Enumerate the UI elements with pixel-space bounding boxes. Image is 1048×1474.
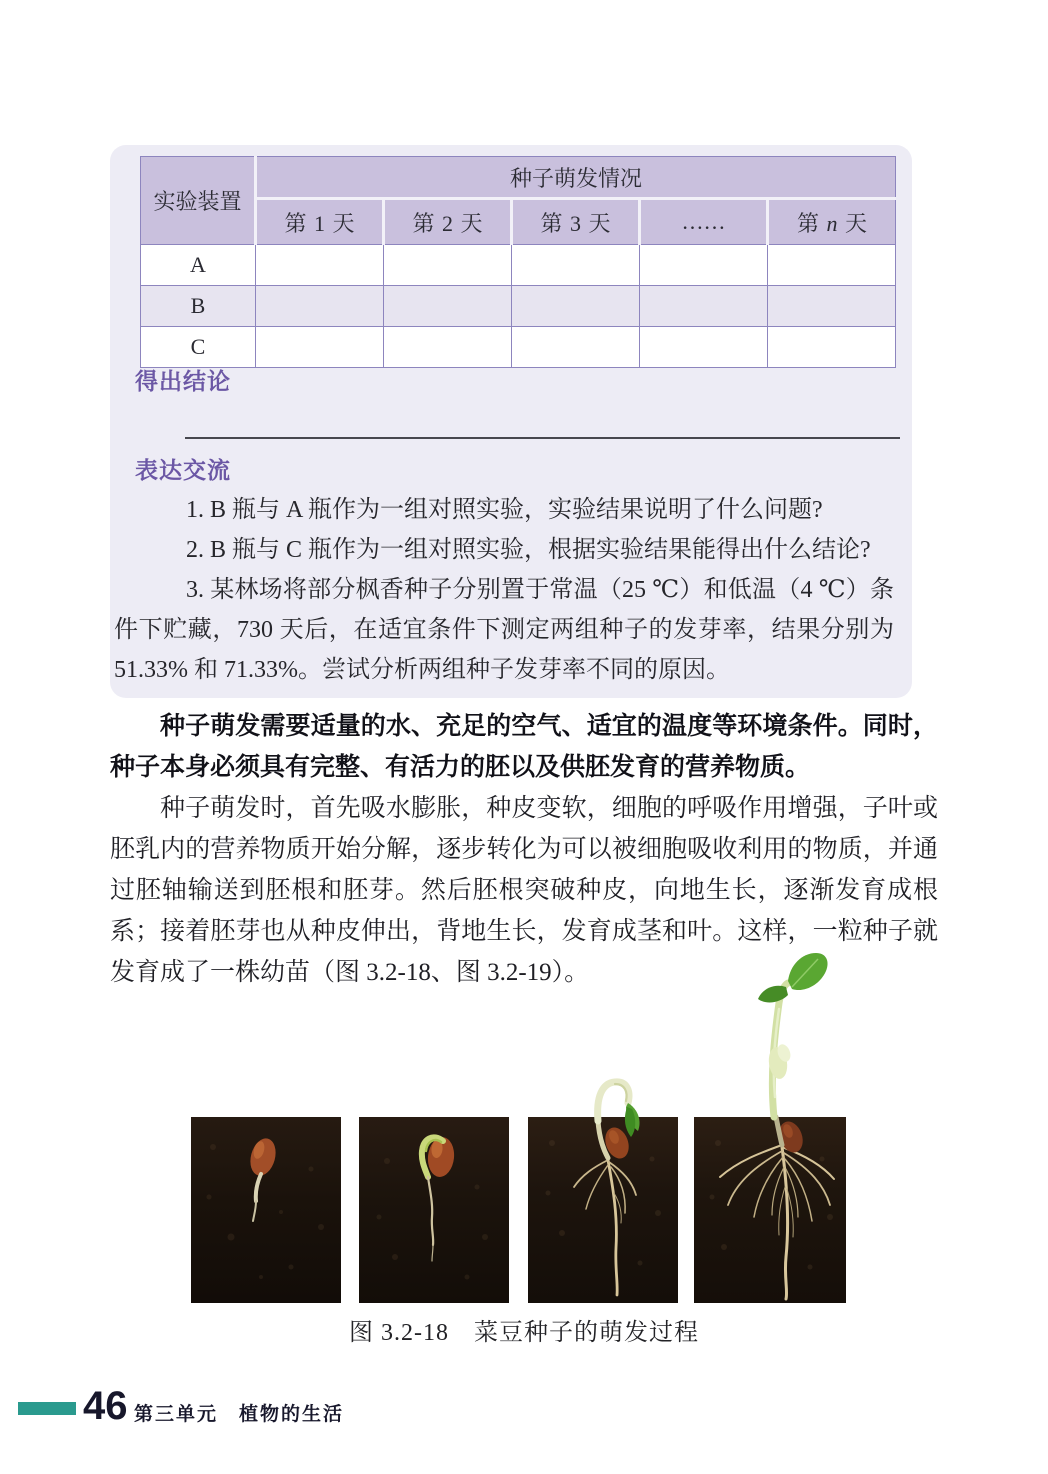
young-seedling-illustration: [694, 947, 846, 1303]
empty-cell: [384, 245, 512, 286]
table-corner-header: 实验装置: [141, 157, 256, 245]
day-suffix: 天: [839, 210, 868, 236]
conclusion-heading: 得出结论: [135, 368, 231, 394]
discussion-questions: [114, 490, 894, 690]
question-item-2: 2. B 瓶与 C 瓶作为一组对照实验，根据实验结果能得出什么结论?: [186, 537, 871, 563]
day-header-n: [768, 199, 896, 245]
activity-panel: [110, 145, 912, 698]
page-number-bar: [18, 1402, 76, 1415]
day-suffix: 天: [583, 210, 611, 236]
seed-with-radicle-illustration: [191, 1117, 341, 1303]
empty-cell: [512, 286, 640, 327]
empty-cell: [768, 286, 896, 327]
empty-cell: [256, 286, 384, 327]
empty-cell: [640, 286, 768, 327]
hooked-sprout-illustration: [359, 1117, 509, 1303]
day-suffix: 天: [327, 210, 355, 236]
experiment-table: [140, 156, 896, 368]
question-item-1: 1. B 瓶与 A 瓶作为一组对照实验，实验结果说明了什么问题?: [186, 497, 823, 523]
day-number: 3: [570, 210, 581, 236]
row-label-cell: C: [141, 327, 256, 368]
day-header-3: [512, 199, 640, 245]
row-label-cell: A: [141, 245, 256, 286]
day-prefix: 第: [540, 210, 568, 236]
day-header-1: [256, 199, 384, 245]
table-row-c: [141, 327, 896, 368]
germination-photo-stage-2: [359, 1117, 509, 1303]
day-number: n: [826, 210, 838, 236]
day-suffix: 天: [455, 210, 483, 236]
day-number: 1: [314, 210, 325, 236]
day-header-ellipsis: [640, 199, 768, 245]
germination-photo-stage-4: [694, 1117, 846, 1303]
empty-cell: [512, 245, 640, 286]
day-prefix: 第: [412, 210, 440, 236]
empty-cell: [256, 327, 384, 368]
germination-photo-stage-1: [191, 1117, 341, 1303]
day-prefix: 第: [797, 210, 825, 236]
empty-cell: [384, 286, 512, 327]
table-row-b: [141, 286, 896, 327]
germination-photo-stage-3: [528, 1117, 678, 1303]
page-number: 46: [83, 1384, 128, 1428]
row-label-cell: B: [141, 286, 256, 327]
table-group-header: 种子萌发情况: [256, 157, 896, 199]
day-number: 2: [442, 210, 453, 236]
empty-cell: [640, 245, 768, 286]
empty-cell: [256, 245, 384, 286]
table-row-a: [141, 245, 896, 286]
empty-cell: [640, 327, 768, 368]
day-header-2: [384, 199, 512, 245]
discussion-heading: 表达交流: [135, 457, 231, 483]
empty-cell: [768, 245, 896, 286]
germination-paragraph: 种子萌发时，首先吸水膨胀，种皮变软，细胞的呼吸作用增强，子叶或胚乳内的营养物质开始分解，逐步转化为可以被细胞吸收利用的物质，并通过胚轴输送到胚根和胚芽。然后胚根突破种皮，向地生长，逐渐发育成根系；接着胚芽也从种皮伸出，背地生长，发育成茎和叶。这样，一粒种子就发育成了一株幼苗（图 3.2-18、图 3.2-19）。: [110, 795, 938, 986]
day-prefix: 第: [284, 210, 312, 236]
empty-cell: [512, 327, 640, 368]
conclusion-answer-line: [185, 437, 900, 439]
question-item-3: 3. 某林场将部分枫香种子分别置于常温（25 ℃）和低温（4 ℃）条件下贮藏，730 天后，在适宜条件下测定两组种子的发芽率，结果分别为 51.33% 和 71.33%。尝试分析两组种子发芽率不同的原因。: [114, 577, 894, 683]
figure-caption: 图 3.2-18 菜豆种子的萌发过程: [349, 1320, 699, 1346]
empty-cell: [768, 327, 896, 368]
empty-cell: [384, 327, 512, 368]
intro-bold-paragraph: 种子萌发需要适量的水、充足的空气、适宜的温度等环境条件。同时，种子本身必须具有完整、有活力的胚以及供胚发育的营养物质。: [110, 712, 938, 781]
body-text-block: [110, 706, 938, 993]
hook-above-soil-illustration: [528, 1063, 678, 1303]
unit-title: 第三单元 植物的生活: [134, 1404, 345, 1425]
day-number: ……: [681, 209, 726, 234]
